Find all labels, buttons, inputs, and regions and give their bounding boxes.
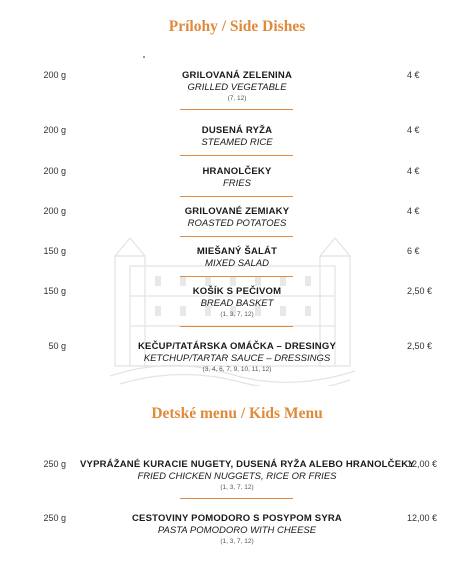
item-name: VYPRÁŽANÉ KURACIE NUGETY, DUSENÁ RYŽA ALEBO HRANOLČEKY (80, 459, 415, 470)
item-name: MIEŠANÝ ŠALÁT (196, 246, 278, 257)
item-price: 4 € (407, 125, 420, 135)
item-description (80, 206, 394, 229)
separator-line (180, 155, 293, 156)
item-price: 12,00 € (407, 459, 438, 469)
item-name-en: ROASTED POTATOES (187, 218, 287, 229)
item-name-en: GRILLED VEGETABLE (187, 82, 287, 93)
section-title-kids-menu: Detské menu / Kids Menu (151, 405, 323, 422)
separator-line (180, 276, 293, 277)
item-name: GRILOVANÁ ZELENINA (181, 70, 293, 81)
item-description (80, 166, 394, 189)
item-description (80, 70, 394, 103)
item-price: 4 € (407, 70, 420, 80)
item-description (80, 125, 394, 148)
item-weight: 50 g (48, 341, 66, 351)
item-description (80, 286, 394, 319)
item-name: CESTOVINY POMODORO S POSYPOM SYRA (131, 513, 342, 524)
item-description (80, 341, 394, 374)
separator-line (180, 196, 293, 197)
item-name-en: BREAD BASKET (200, 298, 274, 309)
item-weight: 200 g (43, 206, 66, 216)
item-weight: 200 g (43, 70, 66, 80)
item-price: 2,50 € (407, 286, 433, 296)
item-name-en: FRIES (223, 178, 251, 189)
item-name-en: PASTA POMODORO WITH CHEESE (157, 525, 317, 536)
item-description (80, 246, 394, 269)
menu-item (0, 459, 474, 499)
menu-item (0, 513, 474, 553)
item-description (80, 513, 394, 546)
item-description (80, 459, 415, 492)
item-weight: 250 g (43, 513, 66, 523)
item-allergens: (7, 12) (227, 95, 247, 102)
item-name: HRANOLČEKY (202, 166, 272, 177)
section-title-side-dishes: Prílohy / Side Dishes (168, 18, 306, 35)
item-name-en: MIXED SALAD (205, 258, 269, 269)
item-weight: 250 g (43, 459, 66, 469)
menu-item (0, 70, 474, 110)
menu-item (0, 341, 474, 381)
item-weight: 150 g (43, 286, 66, 296)
item-weight: 150 g (43, 246, 66, 256)
item-name: KOŠÍK S PEČIVOM (192, 286, 282, 297)
decorative-dot (143, 56, 145, 58)
item-price: 12,00 € (407, 513, 438, 523)
item-allergens: (3, 4, 6, 7, 9, 10, 11, 12) (202, 366, 272, 373)
item-allergens: (1, 3, 7, 12) (220, 311, 254, 318)
separator-line (180, 498, 293, 499)
item-name-en: STEAMED RICE (201, 137, 273, 148)
menu-item (0, 286, 474, 326)
item-allergens: (1, 3, 7, 12) (220, 538, 254, 545)
item-name: KEČUP/TATÁRSKA OMÁČKA – DRESINGY (138, 341, 336, 352)
item-price: 6 € (407, 246, 420, 256)
menu-item (0, 246, 474, 286)
separator-line (180, 236, 293, 237)
menu-item (0, 166, 474, 206)
item-weight: 200 g (43, 125, 66, 135)
separator-line (180, 109, 293, 110)
menu-item (0, 206, 474, 246)
item-price: 4 € (407, 166, 420, 176)
item-name-en: KETCHUP/TARTAR SAUCE – DRESSINGS (143, 353, 331, 364)
item-name-en: FRIED CHICKEN NUGGETS, RICE OR FRIES (137, 471, 337, 482)
separator-line (180, 326, 293, 327)
menu-item (0, 125, 474, 165)
item-allergens: (1, 3, 7, 12) (220, 484, 254, 491)
item-price: 4 € (407, 206, 420, 216)
item-name: GRILOVANÉ ZEMIAKY (184, 206, 290, 217)
item-price: 2,50 € (407, 341, 433, 351)
item-name: DUSENÁ RYŽA (201, 125, 273, 136)
item-weight: 200 g (43, 166, 66, 176)
